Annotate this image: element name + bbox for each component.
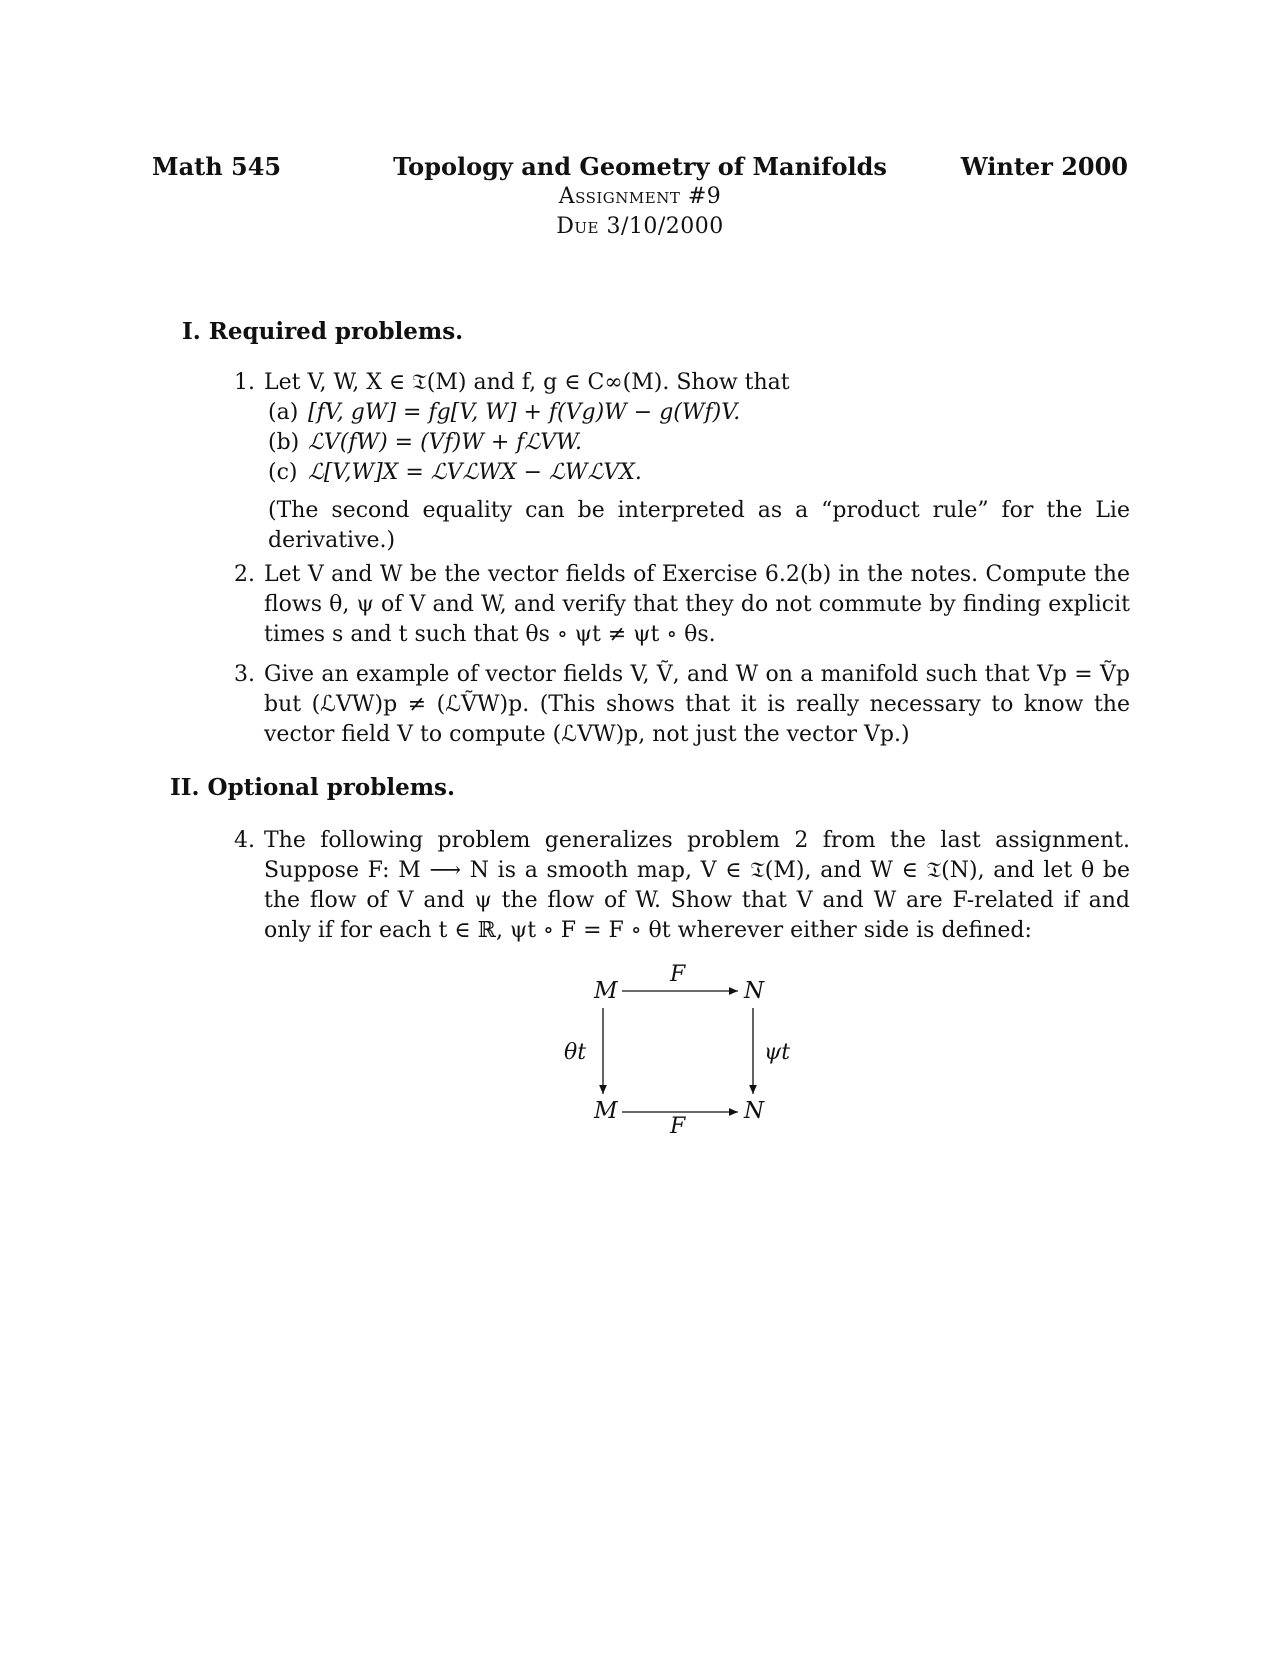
problem-2	[234, 560, 1130, 650]
problem-4-text: The following problem generalizes problem 2 from the last assignment. Suppose F: M ⟶ N is a smooth map, V ∈ 𝔗(M), and W ∈ 𝔗(N), and let θ be the flow of V and ψ the flow of W. Show that V and W are F-related if and only if for each t ∈ ℝ, ψt ∘ F = F ∘ θt wherever either side is defined:	[264, 828, 1130, 943]
assignment-label: Assignment #9	[558, 184, 722, 209]
part-label: (a)	[268, 400, 299, 425]
problem-number: 1.	[234, 370, 255, 395]
problem-2-text: Let V and W be the vector fields of Exercise 6.2(b) in the notes. Compute the flows θ, ψ of V and W, and verify that they do not commute by finding explicit times s and t such that θs ∘ ψt ≠ ψt ∘ θs.	[264, 562, 1130, 647]
section-heading-optional: II. Optional problems.	[170, 774, 456, 801]
problem-1-intro: Let V, W, X ∈ 𝔗(M) and f, g ∈ C∞(M). Show that	[264, 370, 790, 395]
problem-3	[234, 660, 1130, 750]
part-text: ℒV(fW) = (Vf)W + fℒVW.	[308, 430, 582, 455]
due-date: Due 3/10/2000	[556, 214, 724, 239]
diagram-node-top-left: M	[594, 978, 618, 1004]
section-heading-required: I. Required problems.	[182, 318, 464, 345]
diagram-node-bottom-right: N	[744, 1098, 765, 1124]
left-arrow-label: θt	[564, 1040, 587, 1065]
problem-number: 3.	[234, 662, 255, 687]
part-text: ℒ[V,W]X = ℒVℒWX − ℒWℒVX.	[308, 460, 642, 485]
commutative-diagram	[560, 960, 800, 1160]
course-label: Math 545	[152, 152, 282, 181]
problem-number: 2.	[234, 562, 255, 587]
top-arrow-label: F	[670, 962, 686, 987]
course-title: Topology and Geometry of Manifolds	[393, 152, 887, 181]
problem-1-part-b	[268, 428, 1130, 458]
problem-4	[234, 826, 1130, 946]
part-label: (c)	[268, 460, 298, 485]
problem-number: 4.	[234, 828, 255, 853]
term-label: Winter 2000	[960, 152, 1128, 181]
diagram-node-bottom-left: M	[594, 1098, 618, 1124]
problem-1-note: (The second equality can be interpreted as a “product rule” for the Lie derivative.)	[268, 498, 1130, 553]
part-text: [fV, gW] = fg[V, W] + f(Vg)W − g(Wf)V.	[308, 400, 741, 425]
problem-1-part-c	[268, 458, 1130, 488]
part-label: (b)	[268, 430, 300, 455]
problem-1-part-a	[268, 398, 1130, 428]
problem-1	[234, 368, 1130, 556]
right-arrow-label: ψt	[764, 1040, 791, 1065]
diagram-node-top-right: N	[744, 978, 765, 1004]
problem-3-text: Give an example of vector fields V, Ṽ, and W on a manifold such that Vp = Ṽp but (ℒVW)p ≠ (ℒṼW)p. (This shows that it is really necessary to know the vector field V to compute (ℒVW)p, not just the vector Vp.)	[264, 662, 1130, 747]
bottom-arrow-label: F	[670, 1114, 686, 1139]
